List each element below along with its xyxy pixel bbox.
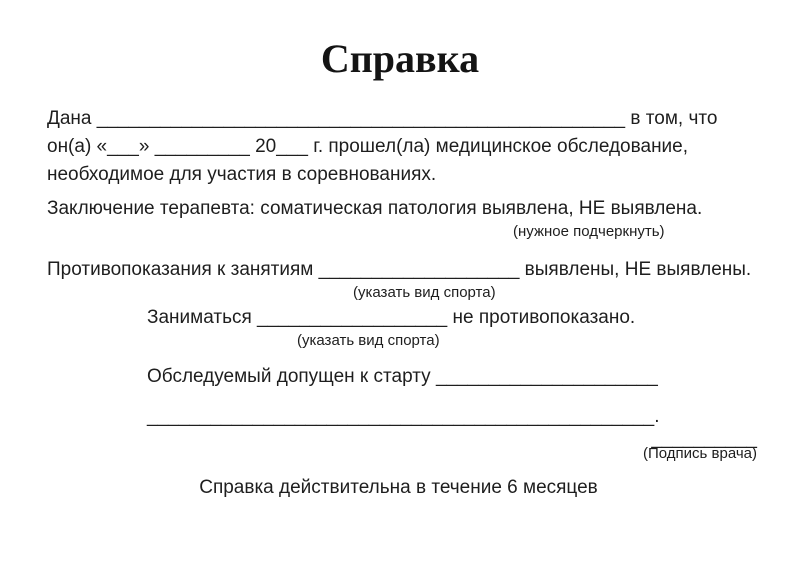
underline-hint: (нужное подчеркнуть): [513, 223, 665, 240]
date-seg4: г. прошел(ла) медицинское обследование,: [307, 136, 689, 157]
page-title: Справка: [320, 36, 480, 81]
date-line-continuation: необходимое для участия в соревнованиях.: [47, 164, 437, 185]
engage-line: [147, 304, 750, 332]
contraindications-sport-blank: ___________________: [318, 259, 520, 280]
admitted-continuation-line: [147, 403, 750, 431]
date-seg3: 20: [249, 136, 277, 157]
engage-prefix: Заниматься: [147, 307, 258, 328]
engage-sport-blank: __________________: [257, 307, 448, 328]
validity-line: Справка действительна в течение 6 месяцев: [199, 477, 598, 498]
month-blank: _________: [154, 136, 250, 157]
date-seg2: »: [138, 136, 155, 157]
sport-type-hint-2: (указать вид спорта): [297, 332, 440, 349]
given-suffix: в том, что: [625, 108, 718, 129]
therapist-conclusion-line: Заключение терапевта: соматическая патология выявлена, НЕ выявлена.: [47, 198, 703, 219]
admitted-continuation-blank: ________________________________________________: [147, 406, 655, 427]
contraindications-line: [47, 256, 750, 284]
contraindications-prefix: Противопоказания к занятиям: [47, 259, 319, 280]
year-blank: ___: [276, 136, 308, 157]
doctor-signature-hint: (Подпись врача): [642, 445, 757, 462]
sport-type-hint-1: (указать вид спорта): [353, 284, 496, 301]
day-blank: ___: [107, 136, 139, 157]
admitted-line: [147, 363, 750, 391]
date-line: [47, 133, 750, 161]
doctor-signature-blank: __________: [651, 428, 757, 449]
contraindications-suffix: выявлены, НЕ выявлены.: [519, 259, 752, 280]
admitted-prefix: Обследуемый допущен к старту: [147, 366, 436, 387]
engage-suffix: не противопоказано.: [447, 307, 636, 328]
signature-block: [47, 428, 757, 462]
given-prefix: Дана: [47, 108, 97, 129]
recipient-name-blank: __________________________________________________: [96, 108, 626, 129]
certificate-body: [0, 105, 800, 502]
admitted-continuation-period: .: [654, 406, 660, 427]
given-line: [47, 105, 750, 133]
admitted-date-blank: _____________________: [435, 366, 658, 387]
date-seg1: он(а) «: [47, 136, 108, 157]
